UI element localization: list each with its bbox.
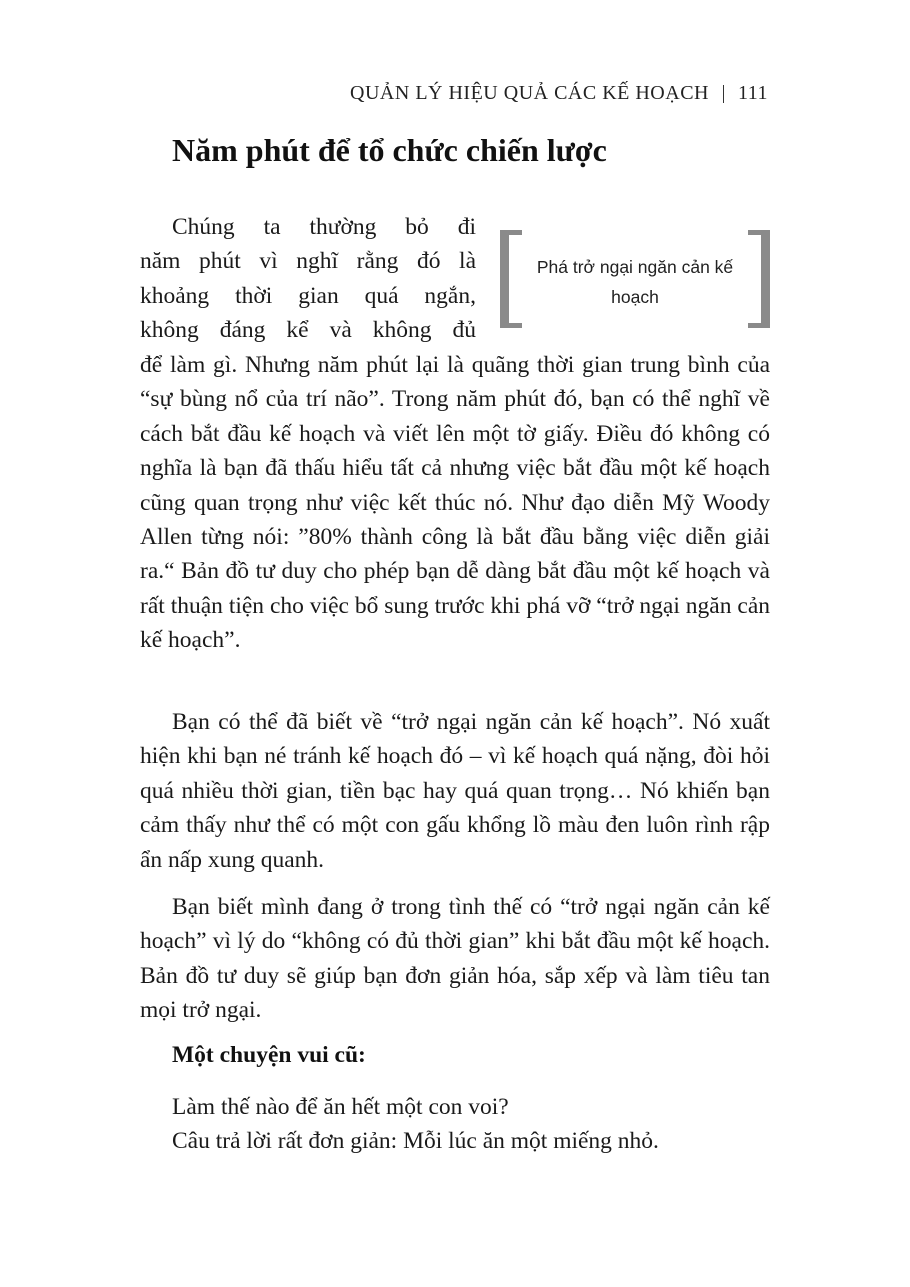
paragraph-2: Bạn có thể đã biết về “trở ngại ngăn cản kế hoạch”. Nó xuất hiện khi bạn né tránh kế hoạch đó – vì kế hoạch quá nặng, đòi hỏi quá nhiều thời gian, tiền bạc hay quá quan trọng… Nó khiến bạn cảm thấy như thể có một con gấu khổng lồ màu đen luôn rình rập ẩn nấp xung quanh. — [140, 709, 770, 873]
lead-line-1: Chúng ta thường bỏ đi — [172, 214, 476, 240]
lead-line-4: không đáng kể và không đủ — [140, 317, 476, 344]
paragraph-1-continued: để làm gì. Nhưng năm phút lại là quãng thời gian trung bình của “sự bùng nổ của trí não”. Trong năm phút đó, bạn có thể nghĩ về cách bắt đầu kế hoạch và viết lên một tờ giấy. Điều đó không có nghĩa là bạn đã thấu hiểu tất cả nhưng việc bắt đầu một kế hoạch cũng quan trọng như việc kết thúc nó. Như đạo diễn Mỹ Woody Allen từng nói: ”80% thành công là bắt đầu bằng việc diễn giải ra.“ Bản đồ tư duy cho phép bạn dễ dàng bắt đầu một kế hoạch và rất thuận tiện cho việc bổ sung trước khi phá vỡ “trở ngại ngăn cản kế hoạch”. — [140, 352, 770, 654]
running-title: QUẢN LÝ HIỆU QUẢ CÁC KẾ HOẠCH — [350, 82, 709, 104]
joke-question: Làm thế nào để ăn hết một con voi? — [172, 1094, 509, 1120]
joke-heading: Một chuyện vui cũ: — [172, 1042, 366, 1068]
paragraph-3: Bạn biết mình đang ở trong tình thế có “trở ngại ngăn cản kế hoạch” vì lý do “không có đủ thời gian” khi bắt đầu một kế hoạch. Bản đồ tư duy sẽ giúp bạn đơn giản hóa, sắp xếp và làm tiêu tan mọi trở ngại. — [140, 894, 770, 1024]
pullquote-box — [500, 230, 770, 328]
page-number: 111 — [737, 82, 768, 104]
left-bracket-icon — [500, 230, 522, 328]
running-header — [350, 82, 768, 105]
header-divider — [723, 85, 724, 103]
right-bracket-icon — [748, 230, 770, 328]
lead-line-3: khoảng thời gian quá ngắn, — [140, 282, 476, 309]
lead-line-2: năm phút vì nghĩ rằng đó là — [140, 248, 476, 275]
lead-lines — [140, 210, 476, 348]
pullquote-text: Phá trở ngại ngăn cản kế hoạch — [536, 257, 734, 307]
section-title: Năm phút để tổ chức chiến lược — [172, 132, 607, 168]
joke-answer: Câu trả lời rất đơn giản: Mỗi lúc ăn một miếng nhỏ. — [172, 1128, 659, 1154]
